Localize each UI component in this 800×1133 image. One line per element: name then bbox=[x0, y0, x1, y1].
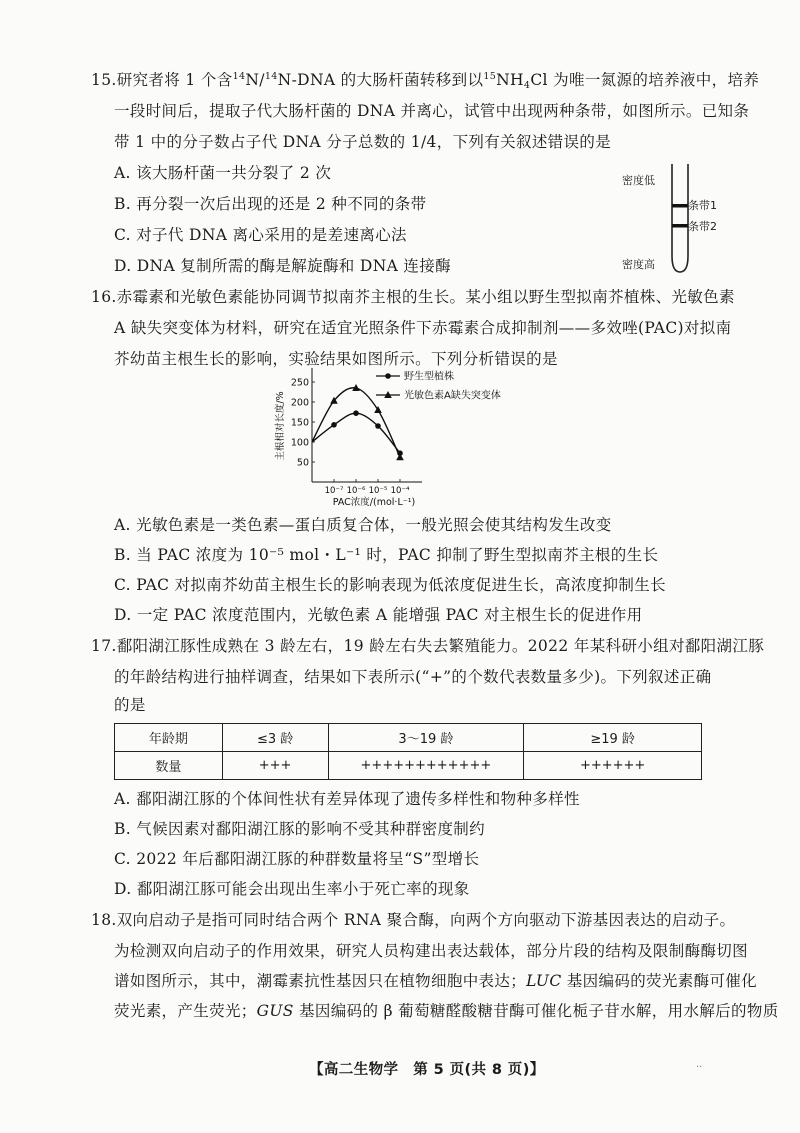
q15-line-3: 带 1 中的分子数占子代 DNA 分子总数的 1/4，下列有关叙述错误的是 bbox=[114, 133, 612, 151]
nh4-sub: 4 bbox=[523, 80, 531, 91]
centrifuge-tube-figure bbox=[620, 160, 740, 280]
q18-line-4 bbox=[114, 1001, 779, 1021]
q18-line3-b: 基因编码的荧光素酶可催化 bbox=[561, 972, 758, 990]
q16-line-2: A 缺失突变体为材料，研究在适宜光照条件下赤霉素合成抑制剂——多效唑(PAC)对拟南 bbox=[114, 319, 732, 337]
q17-line-2: 的年龄结构进行抽样调查，结果如下表所示(“+”的个数代表数量多少)。下列叙述正确 bbox=[114, 668, 712, 686]
data-point-circle bbox=[353, 410, 359, 416]
data-point-circle bbox=[375, 423, 381, 429]
table-header-cell: ≥19 龄 bbox=[524, 724, 702, 752]
q17-option-b: B. 气候因素对鄱阳湖江豚的影响不受其种群密度制约 bbox=[114, 820, 485, 838]
q16-option-c: C. PAC 对拟南芥幼苗主根生长的影响表现为低浓度促进生长，高浓度抑制生长 bbox=[114, 576, 666, 594]
x-tick-label: 10⁻⁷ bbox=[324, 486, 344, 496]
page-footer: 【高二生物学 第 5 页(共 8 页)】 bbox=[309, 1062, 545, 1078]
q18-line-2: 为检测双向启动子的作用效果，研究人员构建出表达载体，部分片段的结构及限制酶酶切图 bbox=[114, 942, 749, 960]
tube-outline bbox=[672, 164, 688, 272]
tube-label-high-density: 密度高 bbox=[622, 258, 655, 271]
q16-line-3: 芥幼苗主根生长的影响，实验结果如图所示。下列分析错误的是 bbox=[114, 350, 558, 368]
legend-label: 光敏色素A缺失突变体 bbox=[404, 390, 501, 402]
q15-option-c: C. 对子代 DNA 离心采用的是差速离心法 bbox=[114, 226, 407, 244]
nh4cl-cl: Cl 为唯一氮源的培养液中，培养 bbox=[530, 71, 760, 89]
data-point-triangle bbox=[396, 453, 404, 460]
table-cell: ++++++++++++ bbox=[328, 752, 524, 780]
y-tick-label: 250 bbox=[290, 377, 309, 389]
q15-option-b: B. 再分裂一次后出现的还是 2 种不同的条带 bbox=[114, 195, 427, 213]
table-cell: ++++++ bbox=[524, 752, 702, 780]
q16-option-d: D. 一定 PAC 浓度范围内，光敏色素 A 能增强 PAC 对主根生长的促进作用 bbox=[114, 606, 643, 624]
q17-line-3: 的是 bbox=[114, 696, 146, 714]
q15-line-1 bbox=[91, 70, 759, 90]
table-header-cell: 年龄期 bbox=[115, 724, 223, 752]
q18-line4-a: 荧光素，产生荧光； bbox=[114, 1002, 257, 1020]
q15-n-text: N/ bbox=[245, 71, 265, 89]
table-header-cell: 3～19 龄 bbox=[328, 724, 524, 752]
y-tick-label: 200 bbox=[290, 397, 309, 409]
q18-line-1: 18.双向启动子是指可同时结合两个 RNA 聚合酶，向两个方向驱动下游基因表达的启动子。 bbox=[91, 911, 736, 929]
q17-line-1: 17.鄱阳湖江豚性成熟在 3 龄左右，19 龄左右失去繁殖能力。2022 年某科研小组对鄱阳湖江豚 bbox=[91, 637, 765, 655]
q16-option-b: B. 当 PAC 浓度为 10⁻⁵ mol・L⁻¹ 时，PAC 抑制了野生型拟南芥主根的生长 bbox=[114, 546, 659, 564]
table-header-cell: ≤3 龄 bbox=[222, 724, 328, 752]
legend-label: 野生型植株 bbox=[404, 371, 454, 383]
chart-axes bbox=[312, 368, 422, 482]
q16-option-a: A. 光敏色素是一类色素—蛋白质复合体，一般光照会使其结构发生改变 bbox=[114, 516, 612, 534]
tube-label-low-density: 密度低 bbox=[622, 174, 655, 187]
isotope-n14-sup-2: 14 bbox=[264, 71, 278, 82]
legend-marker-circle bbox=[385, 373, 391, 379]
q18-line-3 bbox=[114, 971, 757, 991]
gus-gene: GUS bbox=[256, 1002, 294, 1020]
chart-legend bbox=[376, 370, 501, 402]
y-tick-label: 150 bbox=[290, 417, 309, 429]
isotope-n14-sup: 14 bbox=[232, 71, 246, 82]
band-2 bbox=[673, 224, 688, 228]
q18-line3-a: 谱如图所示，其中，潮霉素抗性基因只在植物细胞中表达； bbox=[114, 972, 527, 990]
nh4cl-nh: NH bbox=[496, 71, 524, 89]
series-line-1 bbox=[312, 413, 400, 453]
table-row bbox=[115, 752, 702, 780]
q15-line1-text: 15.研究者将 1 个含 bbox=[91, 71, 233, 89]
q15-option-d: D. DNA 复制所需的酶是解旋酶和 DNA 连接酶 bbox=[114, 257, 451, 275]
corner-mark: ·· bbox=[696, 1062, 703, 1073]
y-tick-label: 50 bbox=[296, 457, 309, 469]
table-header-row bbox=[115, 724, 702, 752]
age-structure-table bbox=[114, 723, 702, 780]
x-tick-label: 10⁻⁵ bbox=[368, 486, 388, 496]
q17-option-a: A. 鄱阳湖江豚的个体间性状有差异体现了遗传多样性和物种多样性 bbox=[114, 790, 580, 808]
y-tick-label: 100 bbox=[290, 437, 309, 449]
table-cell: 数量 bbox=[115, 752, 223, 780]
series-line-2 bbox=[312, 388, 400, 457]
isotope-n15-sup: 15 bbox=[483, 71, 497, 82]
x-axis-label: PAC浓度/(mol·L⁻¹) bbox=[332, 497, 416, 508]
tube-label-band2: 条带2 bbox=[688, 220, 717, 233]
pac-root-length-chart bbox=[272, 366, 532, 508]
table-cell: +++ bbox=[222, 752, 328, 780]
q17-option-c: C. 2022 年后鄱阳湖江豚的种群数量将呈“S”型增长 bbox=[114, 850, 480, 868]
q16-line-1: 16.赤霉素和光敏色素能协同调节拟南芥主根的生长。某小组以野生型拟南芥植株、光敏色素 bbox=[91, 288, 735, 306]
q18-line4-b: 基因编码的 β 葡萄糖醛酸糖苷酶可催化栀子苷水解，用水解后的物质 bbox=[293, 1002, 779, 1020]
q15-option-a: A. 该大肠杆菌一共分裂了 2 次 bbox=[114, 164, 332, 182]
x-tick-label: 10⁻⁴ bbox=[390, 486, 410, 496]
q15-line-2: 一段时间后，提取子代大肠杆菌的 DNA 并离心，试管中出现两种条带，如图所示。已知条 bbox=[114, 102, 750, 120]
q15-line1-mid: N-DNA 的大肠杆菌转移到以 bbox=[277, 71, 484, 89]
q17-option-d: D. 鄱阳湖江豚可能会出现出生率小于死亡率的现象 bbox=[114, 880, 470, 898]
y-axis-label: 主根相对长度/% bbox=[275, 391, 286, 461]
x-tick-label: 10⁻⁶ bbox=[346, 486, 366, 496]
tube-label-band1: 条带1 bbox=[688, 199, 717, 212]
luc-gene: LUC bbox=[526, 972, 562, 990]
data-point-circle bbox=[331, 422, 337, 428]
